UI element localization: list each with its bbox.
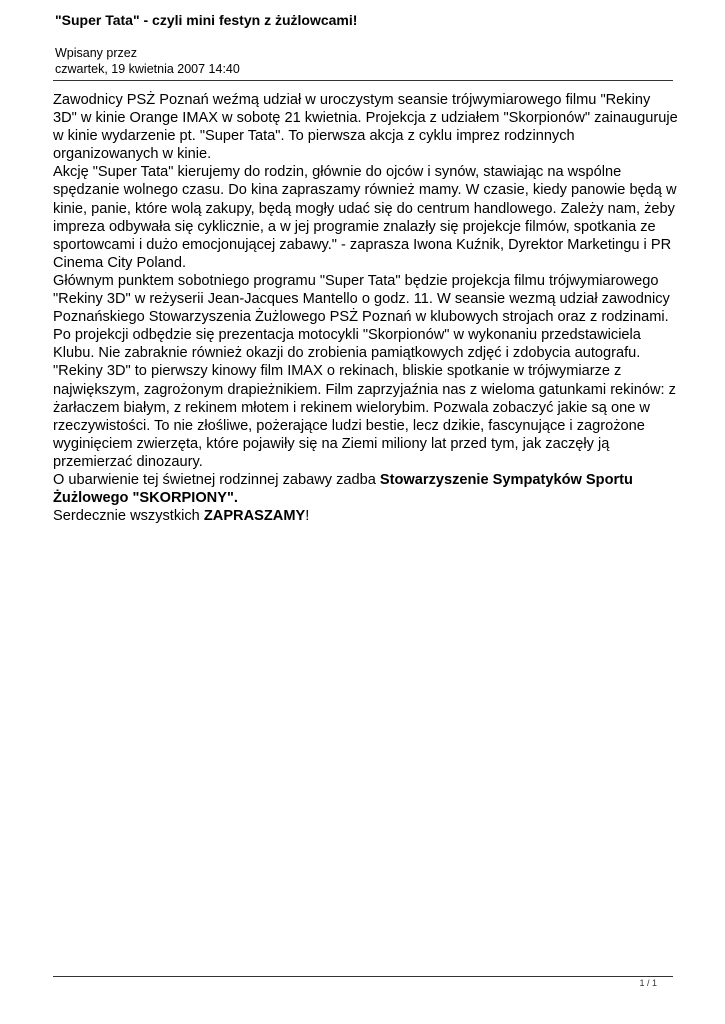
paragraph-6 bbox=[53, 507, 678, 525]
invitation-emphasis: ZAPRASZAMY bbox=[203, 508, 306, 525]
article-title: "Super Tata" - czyli mini festyn z żużlowcami! bbox=[55, 12, 358, 28]
organizer-name: Stowarzyszenie Sympatyków Sportu Żużlowego "SKORPIONY". bbox=[53, 471, 633, 507]
paragraph-5-text: O ubarwienie tej świetnej rodzinnej zabawy zadba bbox=[53, 471, 380, 488]
publish-date: czwartek, 19 kwietnia 2007 14:40 bbox=[55, 62, 240, 76]
article-meta bbox=[55, 45, 240, 77]
article-body bbox=[53, 91, 678, 525]
paragraph-3: Głównym punktem sobotniego programu "Super Tata" będzie projekcja filmu trójwymiarowego "Rekiny 3D" w reżyserii Jean-Jacques Mantello o godz. 11. W seansie wezmą udział zawodnicy Poznańskiego Stowarzyszenia Żużlowego PSŻ Poznań w klubowych strojach oraz z rodzinami. Po projekcji odbędzie się prezentacja motocykli "Skorpionów" w wykonaniu przedstawiciela Klubu. Nie zabraknie również okazji do zrobienia pamiątkowych zdjęć i zdobycia autografu. bbox=[53, 272, 670, 362]
footer-divider bbox=[53, 976, 673, 977]
paragraph-4: "Rekiny 3D" to pierwszy kinowy film IMAX o rekinach, bliskie spotkanie w trójwymiarze z największym, zagrożonym drapieżnikiem. Film zaprzyjaźnia nas z wieloma gatunkami rekinów: z żarłaczem białym, z rekinem młotem i rekinem wielorybim. Pozwala zobaczyć jakie są one w rzeczywistości. To nie złośliwe, pożerające ludzi bestie, lecz dzikie, fascynujące i zagrożone wyginięciem zwierzęta, które pojawiły się na Ziemi miliony lat przed tym, jak zaczęły ją przemierzać dinozaury. bbox=[53, 363, 676, 470]
header-divider bbox=[53, 80, 673, 81]
page-number: 1 / 1 bbox=[639, 978, 657, 988]
paragraph-5 bbox=[53, 471, 678, 507]
author-label: Wpisany przez bbox=[55, 46, 137, 60]
paragraph-6-end: ! bbox=[305, 508, 310, 525]
paragraph-2: Akcję "Super Tata" kierujemy do rodzin, głównie do ojców i synów, stawiając na wspólne spędzanie wolnego czasu. Do kina zapraszamy również mamy. W czasie, kiedy panowie będą w kinie, panie, które wolą zakupy, będą mogły udać się do centrum handlowego. Zależy nam, żeby impreza odbywała się cyklicznie, a w jej programie znalazły się projekcje filmów, spotkania ze sportowcami i dużo emocjonującej zabawy." - zaprasza Iwona Kuźnik, Dyrektor Marketingu i PR Cinema City Poland. bbox=[53, 164, 677, 271]
paragraph-1: Zawodnicy PSŻ Poznań weźmą udział w uroczystym seansie trójwymiarowego filmu "Rekiny 3D" w kinie Orange IMAX w sobotę 21 kwietnia. Projekcja z udziałem "Skorpionów" zainauguruje w kinie wydarzenie pt. "Super Tata". To pierwsza akcja z cyklu imprez rodzinnych organizowanych w kinie. bbox=[53, 92, 678, 163]
paragraph-6-text: Serdecznie wszystkich bbox=[53, 508, 204, 525]
